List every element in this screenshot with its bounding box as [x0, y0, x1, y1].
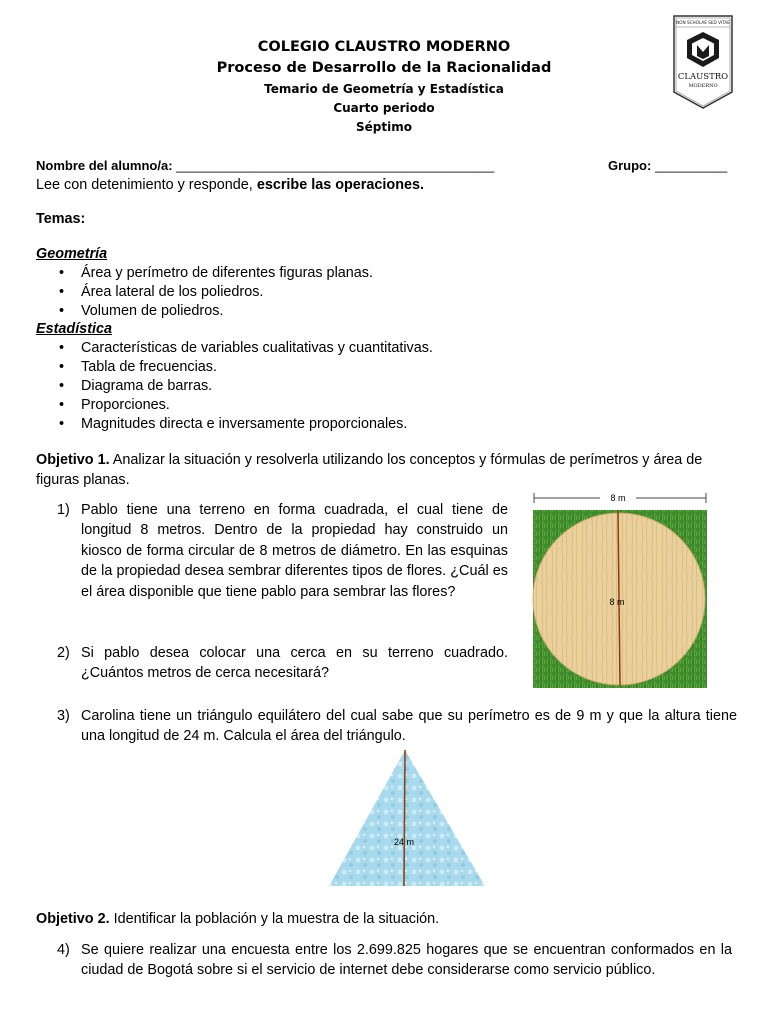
objective-2: Objetivo 2. Identificar la población y la muestra de la situación.: [36, 911, 440, 927]
question-text: Carolina tiene un triángulo equilátero del cual sabe que su perímetro es de 9 m y que la altura tiene una longitud de 24 m. Calcula el área del triángulo.: [81, 708, 737, 745]
logo-motto: NON SCHOLAE SED VITAE: [676, 20, 730, 25]
diameter-label: 8 m: [609, 597, 625, 607]
triangle-figure: [326, 748, 488, 890]
list-item: • Diagrama de barras.: [36, 377, 716, 396]
statistics-topic-list: [36, 339, 716, 434]
group-field[interactable]: Grupo: __________: [608, 158, 728, 173]
list-item: • Área lateral de los poliedros.: [36, 283, 716, 302]
question-number: 4): [57, 942, 70, 958]
height-label: 24 m: [393, 837, 415, 847]
grade-title: Séptimo: [356, 120, 412, 134]
objective-1: Objetivo 1. Analizar la situación y resolverla utilizando los conceptos y fórmulas de perímetros y área de figuras planas.: [36, 452, 703, 489]
square-circle-figure: [530, 488, 710, 690]
student-name-field[interactable]: Nombre del alumno/a: ____________________________________________: [36, 158, 495, 173]
school-name: COLEGIO CLAUSTRO MODERNO: [257, 39, 511, 55]
list-item: • Magnitudes directa e inversamente proporcionales.: [36, 415, 716, 434]
statistics-title: Estadística: [36, 321, 112, 337]
process-title: Proceso de Desarrollo de la Racionalidad: [216, 60, 552, 76]
geometry-topic-list: [36, 264, 716, 321]
list-item: • Volumen de poliedros.: [36, 302, 716, 321]
period-title: Cuarto periodo: [333, 101, 435, 115]
question-text: Si pablo desea colocar una cerca en su terreno cuadrado. ¿Cuántos metros de cerca necesitará?: [81, 645, 508, 682]
question-text: Se quiere realizar una encuesta entre los 2.699.825 hogares que se encuentran conformados en la ciudad de Bogotá sobre si el servicio de internet debe considerarse como servicio público.: [81, 942, 732, 979]
question-1: [57, 500, 508, 602]
school-logo: [672, 14, 734, 110]
list-item: • Proporciones.: [36, 396, 716, 415]
question-4: [57, 940, 732, 981]
logo-name: CLAUSTRO: [677, 72, 729, 82]
geometry-title: Geometría: [36, 246, 108, 262]
logo-subname: MODERNO: [688, 83, 718, 89]
topics-title: Temas:: [36, 211, 86, 227]
list-item: • Características de variables cualitativas y cuantitativas.: [36, 339, 716, 358]
triangle-shape: [329, 750, 485, 886]
question-number: 3): [57, 708, 70, 724]
question-2: [57, 643, 508, 684]
height-line: [404, 750, 405, 886]
instruction: Lee con detenimiento y responde, escribe las operaciones.: [36, 177, 424, 193]
question-number: 1): [57, 502, 70, 518]
syllabus-title: Temario de Geometría y Estadística: [264, 82, 504, 96]
square-side-label: 8 m: [610, 493, 626, 503]
question-3: [57, 706, 737, 747]
list-item: • Área y perímetro de diferentes figuras planas.: [36, 264, 716, 283]
question-number: 2): [57, 645, 70, 661]
question-text: Pablo tiene una terreno en forma cuadrada, el cual tiene de longitud 8 metros. Dentro de la propiedad hay construido un kiosco de forma circular de 8 metros de diámetro. En las esquinas de la propiedad desea sembrar diferentes tipos de flores. ¿Cuál es el área disponible que tiene pablo para sembrar las flores?: [81, 502, 508, 600]
list-item: • Tabla de frecuencias.: [36, 358, 716, 377]
